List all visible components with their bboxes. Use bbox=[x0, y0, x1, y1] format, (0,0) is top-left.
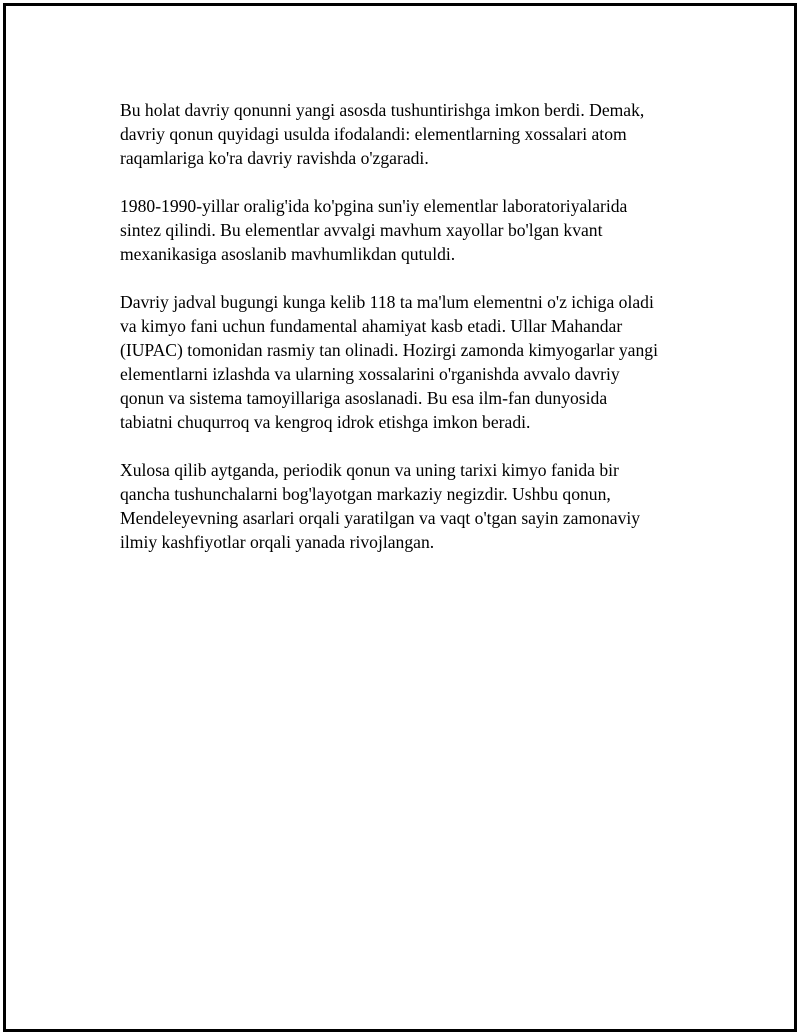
text-line: sintez qilindi. Bu elementlar avvalgi mavhum xayollar bo'lgan kvant bbox=[120, 220, 603, 240]
text-line: va kimyo fani uchun fundamental ahamiyat kasb etadi. Ullar Mahandar bbox=[120, 316, 623, 336]
page-frame bbox=[3, 3, 797, 1032]
text-line: 1980-1990-yillar oralig'ida ko'pgina sun'iy elementlar laboratoriyalarida bbox=[120, 196, 628, 216]
text-line: ilmiy kashfiyotlar orqali yanada rivojlangan. bbox=[120, 532, 435, 552]
paragraph-1 bbox=[120, 98, 710, 170]
text-line: davriy qonun quyidagi usulda ifodalandi: elementlarning xossalari atom bbox=[120, 124, 627, 144]
text-line: Bu holat davriy qonunni yangi asosda tushuntirishga imkon berdi. Demak, bbox=[120, 100, 645, 120]
text-line: Davriy jadval bugungi kunga kelib 118 ta ma'lum elementni o'z ichiga oladi bbox=[120, 292, 654, 312]
paragraph-2 bbox=[120, 194, 710, 266]
text-line: Xulosa qilib aytganda, periodik qonun va uning tarixi kimyo fanida bir bbox=[120, 460, 619, 480]
paragraph-3 bbox=[120, 290, 710, 434]
text-line: tabiatni chuqurroq va kengroq idrok etishga imkon beradi. bbox=[120, 412, 531, 432]
text-line: mexanikasiga asoslanib mavhumlikdan qutuldi. bbox=[120, 244, 456, 264]
document-body bbox=[120, 98, 710, 578]
text-line: Mendeleyevning asarlari orqali yaratilgan va vaqt o'tgan sayin zamonaviy bbox=[120, 508, 641, 528]
text-line: raqamlariga ko'ra davriy ravishda o'zgaradi. bbox=[120, 148, 429, 168]
paragraph-4 bbox=[120, 458, 710, 554]
text-line: elementlarni izlashda va ularning xossalarini o'rganishda avvalo davriy bbox=[120, 364, 620, 384]
text-line: qonun va sistema tamoyillariga asoslanadi. Bu esa ilm-fan dunyosida bbox=[120, 388, 608, 408]
text-line: qancha tushunchalarni bog'layotgan markaziy negizdir. Ushbu qonun, bbox=[120, 484, 611, 504]
text-line: (IUPAC) tomonidan rasmiy tan olinadi. Hozirgi zamonda kimyogarlar yangi bbox=[120, 340, 658, 360]
